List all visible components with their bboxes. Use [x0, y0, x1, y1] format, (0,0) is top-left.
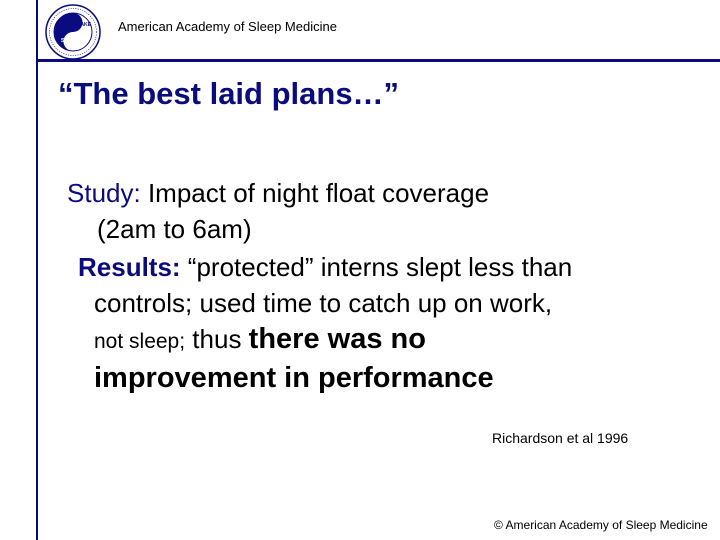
slide-title: “The best laid plans…”: [58, 76, 400, 111]
svg-text:SLEEP: SLEEP: [61, 38, 78, 44]
aasm-logo: [45, 4, 101, 60]
study-line-2: (2am to 6am): [97, 214, 252, 244]
results-emphasis-2: improvement in performance: [94, 362, 494, 394]
copyright-footer: © American Academy of Sleep Medicine: [494, 518, 708, 532]
results-line-3: [78, 321, 704, 360]
study-text: Impact of night float coverage: [140, 178, 490, 208]
org-header: American Academy of Sleep Medicine: [118, 19, 337, 34]
study-label: Study:: [67, 178, 141, 208]
results-label: Results:: [78, 252, 181, 282]
results-text: “protected” interns slept less than: [180, 252, 573, 282]
results-small-text: not sleep;: [94, 330, 186, 353]
results-mid-text: thus: [185, 324, 249, 354]
study-paragraph: [64, 175, 704, 247]
left-accent-bar: [36, 0, 38, 540]
header-divider: [36, 59, 720, 62]
results-line-1: [78, 249, 704, 285]
results-line-2: controls; used time to catch up on work,: [94, 288, 553, 318]
results-emphasis-1: there was no: [248, 323, 426, 355]
svg-text:WAKE: WAKE: [76, 22, 91, 28]
results-paragraph: [64, 249, 704, 396]
slide-body: [64, 175, 704, 396]
citation: Richardson et al 1996: [492, 430, 629, 446]
study-line-1: [67, 175, 704, 211]
